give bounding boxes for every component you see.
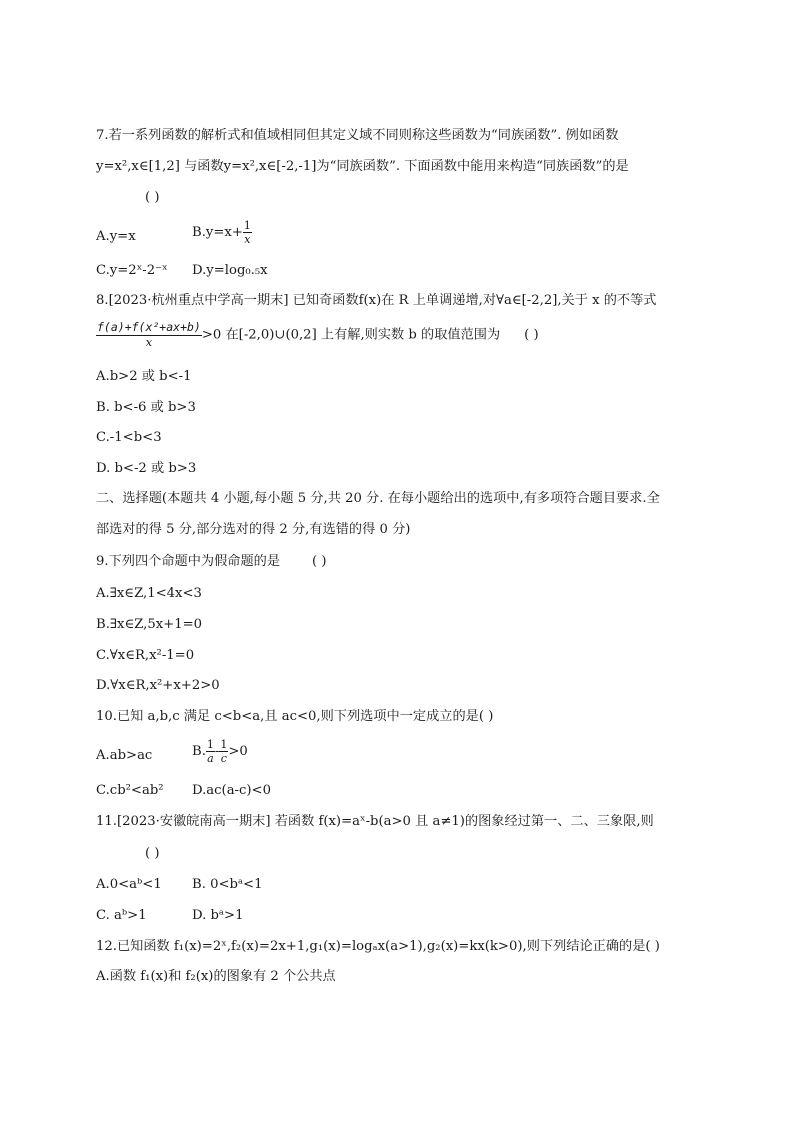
q8-option-d: D. b<-2 或 b>3	[96, 461, 197, 476]
q9-option-a: A.∃x∈Z,1<4x<3	[96, 586, 202, 601]
q11-answer-paren: ( )	[145, 846, 160, 861]
q7-option-d: D.y=log₀.₅x	[192, 263, 268, 278]
q10-option-a: A.ab>ac	[96, 748, 153, 763]
q9-option-d: D.∀x∈R,x²+x+2>0	[96, 678, 220, 693]
q8-option-b: B. b<-6 或 b>3	[96, 400, 196, 415]
section2-heading-line1: 二、选择题(本题共 4 小题,每小题 5 分,共 20 分. 在每小题给出的选项中,有多项符合题目要求.全	[96, 491, 660, 506]
q10-option-b-fraction-1: $\frac{1}{a}$	[206, 738, 214, 765]
q10-option-b: B. $\frac{1}{a}$ - $\frac{1}{c}$ >0	[192, 738, 248, 765]
q11-option-c: C. aᵇ>1	[96, 908, 147, 923]
q8-stem-line2: $\frac{\text{f(a)+f(x²+ax+b)}}{x}$ >0 在[-2,0)∪(0,2] 上有解,则实数 b 的取值范围为 ( )	[97, 320, 539, 349]
q8-option-a: A.b>2 或 b<-1	[96, 369, 192, 384]
q8-option-c: C.-1<b<3	[96, 430, 162, 445]
q9-option-c: C.∀x∈R,x²-1=0	[96, 648, 195, 663]
q7-option-b: B.y=x+ $\frac{1}{x}$	[192, 219, 251, 246]
q7-option-c: C.y=2ˣ-2⁻ˣ	[96, 263, 168, 278]
q11-option-d: D. bᵃ>1	[192, 908, 244, 923]
section2-heading-line2: 部选对的得 5 分,部分选对的得 2 分,有选错的得 0 分)	[96, 522, 411, 537]
q11-option-b: B. 0<bᵃ<1	[192, 877, 263, 892]
q7-option-a: A.y=x	[96, 229, 136, 244]
q10-option-c: C.cb²<ab²	[96, 783, 164, 798]
q11-stem-line1: 11.[2023·安徽皖南高一期末] 若函数 f(x)=aˣ-b(a>0 且 a≠1)的图象经过第一、二、三象限,则	[96, 814, 654, 829]
q12-stem: 12.已知函数 f₁(x)=2ˣ,f₂(x)=2x+1,g₁(x)=logₐx(a>1),g₂(x)=kx(k>0),则下列结论正确的是( )	[96, 939, 660, 954]
q10-option-d: D.ac(a-c)<0	[192, 783, 271, 798]
q9-option-b: B.∃x∈Z,5x+1=0	[96, 617, 203, 632]
q7-stem-line2: y=x²,x∈[1,2] 与函数y=x²,x∈[-2,-1]为“同族函数”. 下面函数中能用来构造“同族函数”的是	[96, 159, 629, 174]
q11-option-a: A.0<aᵇ<1	[96, 877, 162, 892]
q10-stem: 10.已知 a,b,c 满足 c<b<a,且 ac<0,则下列选项中一定成立的是( )	[96, 709, 494, 724]
q10-option-b-fraction-2: $\frac{1}{c}$	[220, 738, 228, 765]
q8-inequality-fraction: $\frac{\text{f(a)+f(x²+ax+b)}}{x}$	[97, 320, 201, 349]
q7-option-b-fraction: $\frac{1}{x}$	[243, 219, 251, 246]
q9-stem: 9.下列四个命题中为假命题的是 ( )	[96, 554, 327, 569]
q7-answer-paren: ( )	[145, 190, 160, 205]
q7-stem-line1: 7.若一系列函数的解析式和值域相同但其定义域不同则称这些函数为“同族函数”. 例如函数	[96, 128, 619, 143]
q12-option-a: A.函数 f₁(x)和 f₂(x)的图象有 2 个公共点	[96, 969, 336, 984]
q8-stem-line1: 8.[2023·杭州重点中学高一期末] 已知奇函数f(x)在 R 上单调递增,对∀a∈[-2,2],关于 x 的不等式	[96, 293, 657, 308]
